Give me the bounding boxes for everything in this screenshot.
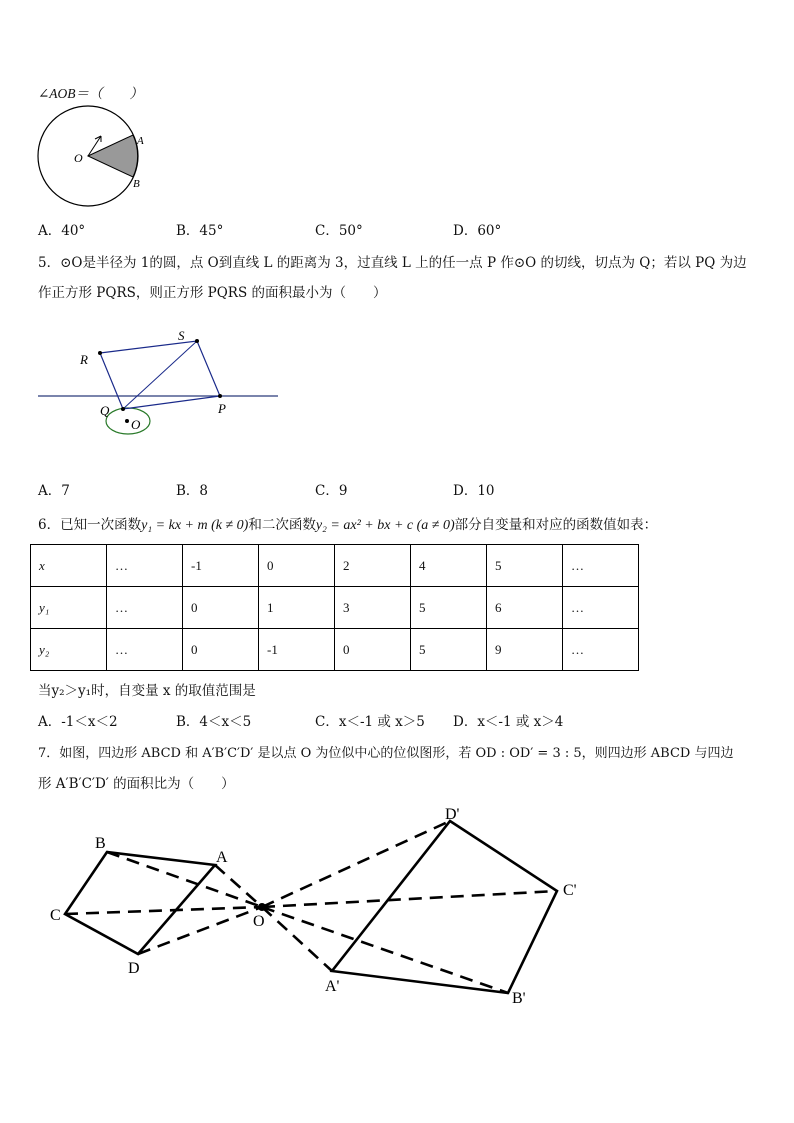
q6-stem-suffix: 部分自变量和对应的函数值如表： xyxy=(454,517,658,533)
table-cell: … xyxy=(563,629,639,671)
q5-label-r: R xyxy=(80,352,88,367)
q5-label-p: P xyxy=(218,401,226,416)
table-row xyxy=(31,587,639,629)
q5-square-figure xyxy=(30,325,290,445)
q4-option-a[interactable]: A．40° xyxy=(38,223,86,239)
q6-option-d[interactable]: D．x＜-1 或 x＞4 xyxy=(453,714,564,730)
table-cell: 6 xyxy=(487,587,563,629)
table-cell: 9 xyxy=(487,629,563,671)
q4-stem: ∠AOB＝（ ） xyxy=(38,86,144,101)
q4-option-d[interactable]: D．60° xyxy=(453,223,502,239)
q7-stem-line2: 形 A′B′C′D′ 的面积比为（ ） xyxy=(38,776,235,792)
table-cell: … xyxy=(563,545,639,587)
q6-option-a[interactable]: A．-1＜x＜2 xyxy=(38,714,118,730)
table-row-head: y₂ xyxy=(31,629,107,671)
q5-stem-line2: 作正方形 PQRS，则正方形 PQRS 的面积最小为（ ） xyxy=(38,285,387,301)
table-cell: 1 xyxy=(259,587,335,629)
q7-label-o: O xyxy=(253,913,265,930)
table-row xyxy=(31,545,639,587)
table-cell: 0 xyxy=(259,545,335,587)
q6-stem-mid: 和二次函数 xyxy=(248,517,316,533)
q7-label-c-prime: C' xyxy=(563,882,577,899)
table-row-head: x xyxy=(31,545,107,587)
table-cell: -1 xyxy=(259,629,335,671)
table-cell: 0 xyxy=(183,629,259,671)
q6-option-c[interactable]: C．x＜-1 或 x＞5 xyxy=(315,714,425,730)
q7-label-c: C xyxy=(50,907,61,924)
table-cell: 5 xyxy=(411,629,487,671)
q5-stem-line1: 5．⊙O是半径为 1的圆，点 O到直线 L 的距离为 3，过直线 L 上的任一点 P 作⊙O 的切线，切点为 Q；若以 PQ 为边 xyxy=(38,255,747,271)
table-cell: 0 xyxy=(183,587,259,629)
q5-label-q: Q xyxy=(100,403,110,418)
q7-label-a: A xyxy=(216,849,228,866)
q4-label-o: O xyxy=(74,151,83,165)
q7-label-b: B xyxy=(95,835,106,852)
q4-option-b[interactable]: B．45° xyxy=(176,223,224,239)
q5-option-c[interactable]: C．9 xyxy=(315,483,348,499)
q6-quadratic-function: y₂ = ax² + bx + c (a ≠ 0) xyxy=(315,518,455,533)
table-cell: … xyxy=(107,629,183,671)
q6-stem xyxy=(38,513,657,534)
q7-label-d-prime: D' xyxy=(445,806,460,823)
table-cell: … xyxy=(563,587,639,629)
q6-stem-prefix: 6．已知一次函数 xyxy=(38,517,142,533)
table-cell: -1 xyxy=(183,545,259,587)
table-cell: … xyxy=(107,545,183,587)
table-cell: 5 xyxy=(411,587,487,629)
q5-option-b[interactable]: B．8 xyxy=(176,483,209,499)
q4-label-b: B xyxy=(133,178,140,190)
q4-circle-figure xyxy=(30,100,160,210)
q5-option-d[interactable]: D．10 xyxy=(453,483,495,499)
table-cell: … xyxy=(107,587,183,629)
q7-stem-line1: 7．如图，四边形 ABCD 和 A′B′C′D′ 是以点 O 为位似中心的位似图形，若 OD : OD′ = 3 : 5，则四边形 ABCD 与四边 xyxy=(38,746,734,761)
q6-condition: 当y₂＞y₁时，自变量 x 的取值范围是 xyxy=(38,683,256,699)
table-cell: 0 xyxy=(335,629,411,671)
table-cell: 5 xyxy=(487,545,563,587)
q6-option-b[interactable]: B．4＜x＜5 xyxy=(176,714,252,730)
q7-label-d: D xyxy=(128,960,140,977)
table-row-head: y₁ xyxy=(31,587,107,629)
q4-label-a: A xyxy=(137,135,144,147)
q7-label-b-prime: B' xyxy=(512,990,526,1007)
q7-label-a-prime: A' xyxy=(325,978,340,995)
q5-label-o: O xyxy=(131,417,141,432)
q6-linear-function: y₁ = kx + m (k ≠ 0) xyxy=(141,518,249,533)
q6-value-table xyxy=(30,544,639,671)
table-cell: 3 xyxy=(335,587,411,629)
q7-homothety-figure xyxy=(40,805,600,1015)
table-cell: 4 xyxy=(411,545,487,587)
q5-label-s: S xyxy=(178,328,185,343)
table-cell: 2 xyxy=(335,545,411,587)
q4-option-c[interactable]: C．50° xyxy=(315,223,363,239)
q5-option-a[interactable]: A．7 xyxy=(38,483,70,499)
table-row xyxy=(31,629,639,671)
